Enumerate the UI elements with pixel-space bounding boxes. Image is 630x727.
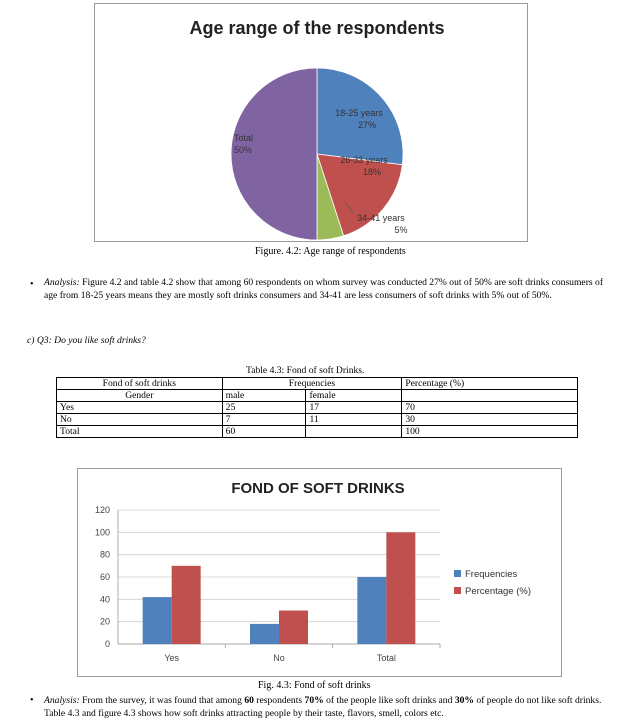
fig43-caption: Fig. 4.3: Fond of soft drinks xyxy=(258,680,371,691)
table-header-cell: male xyxy=(222,390,306,402)
analysis-2-bold-3: 30% xyxy=(454,695,474,706)
bar-y-tick-label: 0 xyxy=(104,639,110,649)
table-cell: 70 xyxy=(402,402,578,414)
pie-chart-frame xyxy=(94,3,528,242)
question-q3: c) Q3: Do you like soft drinks? xyxy=(27,335,146,346)
fig42-caption: Figure. 4.2: Age range of respondents xyxy=(255,246,406,257)
analysis-1-text: Figure 4.2 and table 4.2 show that among 60 respondents on whom survey was conducted 27% out of 50% are soft drinks consumers of age from 18-25 years means they are mostly soft drinks consumers and 34-41 are less consumers of soft drinks with 5% out of 50%. xyxy=(44,277,604,301)
analysis-2-text-1: From the survey, it was found that among xyxy=(79,695,245,706)
bar-y-tick-label: 80 xyxy=(99,549,110,560)
table-header-cell: Gender xyxy=(57,390,223,402)
bar-chart xyxy=(78,469,561,676)
pie-label: 18-25 years xyxy=(335,108,383,118)
bullet-2: • xyxy=(30,695,34,706)
bar-x-tick-label: No xyxy=(273,653,285,663)
bar-no-frequencies xyxy=(250,624,279,644)
table-header-cell: Fond of soft drinks xyxy=(57,378,223,390)
pie-value-label: 27% xyxy=(357,120,377,130)
analysis-2-bold-2: 70% xyxy=(304,695,324,706)
bar-x-tick-label: Total xyxy=(376,653,396,663)
legend-swatch xyxy=(454,587,461,594)
bar-y-tick-label: 100 xyxy=(94,527,110,538)
bar-chart-frame xyxy=(77,468,562,677)
table-cell: 17 xyxy=(306,402,402,414)
bar-total-frequencies xyxy=(357,577,386,644)
analysis-2-bold-1: 60 xyxy=(244,695,254,706)
bullet-1: • xyxy=(30,279,34,290)
table-cell: Yes xyxy=(57,402,223,414)
bar-bars xyxy=(143,532,416,644)
table-row xyxy=(57,426,578,438)
bar-yes-frequencies xyxy=(143,597,172,644)
bar-no-percentage xyxy=(279,611,308,645)
table-cell: 60 xyxy=(222,426,306,438)
analysis-2-paragraph xyxy=(44,694,614,720)
table-row xyxy=(57,414,578,426)
table-row xyxy=(57,378,578,390)
analysis-2-text-2: respondents xyxy=(253,695,305,706)
table-header-cell: female xyxy=(306,390,402,402)
pie-label: Total xyxy=(234,133,254,143)
table-cell: 25 xyxy=(222,402,306,414)
pie-value-label: 18% xyxy=(362,167,382,177)
bar-yes-percentage xyxy=(172,566,201,644)
analysis-2-text-3: of the people like soft drinks and xyxy=(323,695,455,706)
table-cell: No xyxy=(57,414,223,426)
table-cell: 7 xyxy=(222,414,306,426)
pie-label: 34-41 years xyxy=(357,213,405,223)
bar-x-tick-label: Yes xyxy=(164,653,180,663)
pie-label: 26-33 years xyxy=(340,155,388,165)
table-cell: Total xyxy=(57,426,223,438)
bar-y-tick-label: 40 xyxy=(99,594,110,605)
table-header-cell xyxy=(402,390,578,402)
table-header-cell: Percentage (%) xyxy=(402,378,578,390)
legend-swatch xyxy=(454,570,461,577)
table-cell xyxy=(306,426,402,438)
table-header-cell: Frequencies xyxy=(222,378,402,390)
table43-title: Table 4.3: Fond of soft Drinks. xyxy=(246,365,365,376)
analysis-1-paragraph xyxy=(44,276,610,302)
table-cell: 100 xyxy=(402,426,578,438)
bar-y-tick-label: 20 xyxy=(99,616,110,627)
table-row xyxy=(57,402,578,414)
pie-chart xyxy=(95,4,527,241)
pie-value-label: 50% xyxy=(234,145,253,155)
pie-title: Age range of the respondents xyxy=(189,18,445,38)
bar-title: FOND OF SOFT DRINKS xyxy=(231,480,405,497)
pie-value-label: 5% xyxy=(394,225,408,235)
legend-label: Frequencies xyxy=(465,569,518,580)
bar-x-ticks xyxy=(164,644,440,663)
analysis-2-text-4: of people do not like soft drinks. Table 4.3 and figure 4.3 shows how soft drinks attracting people by their taste, flavors, smell, colors etc. xyxy=(44,695,602,719)
table-cell: 11 xyxy=(306,414,402,426)
analysis-1-label: Analysis: xyxy=(44,277,80,288)
bar-legend xyxy=(454,569,531,597)
bar-y-ticks xyxy=(95,505,110,649)
bar-total-percentage xyxy=(386,532,415,644)
table-row xyxy=(57,390,578,402)
table43 xyxy=(56,377,578,438)
bar-y-tick-label: 60 xyxy=(99,572,110,582)
analysis-2-label: Analysis: xyxy=(44,695,80,706)
legend-label: Percentage (%) xyxy=(465,586,532,597)
table-cell: 30 xyxy=(402,414,578,426)
bar-y-tick-label: 120 xyxy=(94,505,110,515)
